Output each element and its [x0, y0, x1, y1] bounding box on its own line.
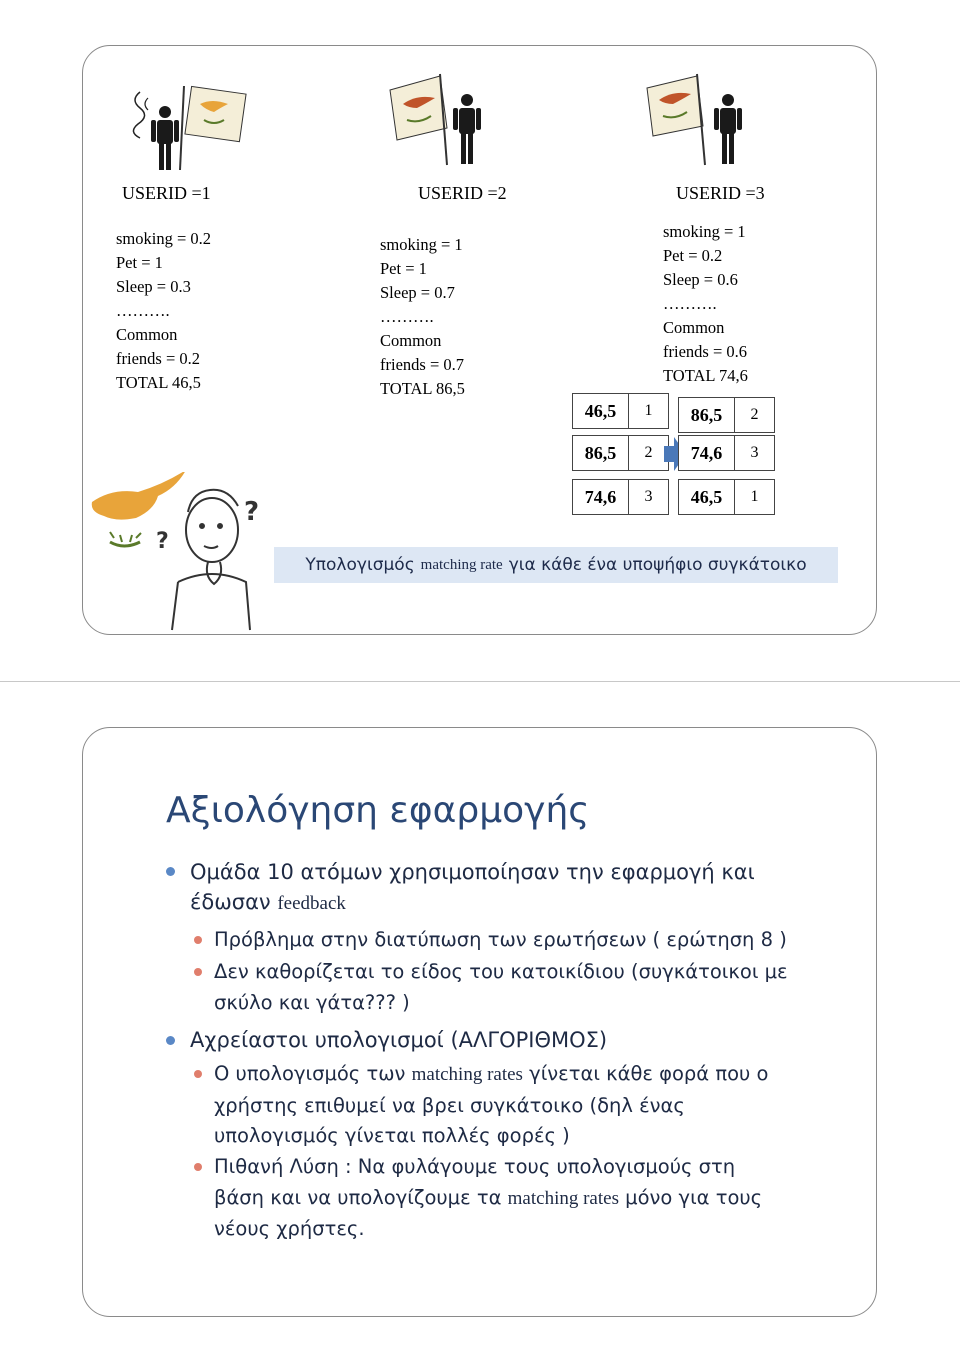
matching-rate-caption — [274, 547, 838, 583]
unsorted-row: 46,5 1 — [572, 393, 669, 429]
caption-part: matching rate — [420, 556, 503, 573]
bullet-dot — [166, 867, 175, 876]
bullet-feedback: Ομάδα 10 ατόμων χρησιμοποίησαν την εφαρμογή και έδωσαν feedback — [190, 860, 755, 914]
sorted-row: 86,5 2 — [678, 397, 775, 433]
user1-illustration — [118, 80, 248, 175]
cyprus-flag-icon — [647, 74, 705, 165]
sub-bullet-pet-type: Δεν καθορίζεται το είδος του κατοικίδιου (συγκάτοικοι με σκύλο και γάτα??? ) — [214, 960, 788, 1014]
sub-bullet-dot — [194, 936, 202, 944]
svg-text:?: ? — [156, 529, 169, 554]
user1-id: USERID =1 — [122, 183, 211, 203]
cigarette-smoke-icon — [133, 92, 144, 138]
cyprus-map-icon — [92, 472, 186, 546]
bullet-unnecessary-computation: Αχρείαστοι υπολογισμοί (ΑΛΓΟΡΙΘΜΟΣ) — [190, 1028, 608, 1052]
sub-bullet-dot — [194, 1163, 202, 1171]
user2-illustration — [385, 70, 495, 170]
caption-part: για κάθε ένα υποψήφιο συγκάτοικο — [508, 555, 807, 575]
person-icon — [453, 94, 481, 164]
sorted-row: 74,6 3 — [678, 435, 775, 471]
sub-bullet-dot — [194, 968, 202, 976]
cyprus-flag-icon — [390, 74, 447, 165]
person-icon — [714, 94, 742, 164]
user2-id: USERID =2 — [418, 183, 507, 203]
thinking-person-illustration — [84, 472, 274, 632]
sorted-row: 46,5 1 — [678, 479, 775, 515]
caption-part: Υπολογισμός — [305, 555, 415, 575]
slide-title: Αξιολόγηση εφαρμογής — [166, 790, 590, 831]
page-divider — [0, 681, 960, 682]
user2-attributes: smoking = 1 Pet = 1 Sleep = 0.7 ………. Common friends = 0.7 TOTAL 86,5 — [380, 235, 465, 398]
unsorted-row: 86,5 2 — [572, 435, 669, 471]
unsorted-row: 74,6 3 — [572, 479, 669, 515]
person-icon — [151, 106, 179, 170]
thinking-person-icon — [172, 490, 250, 630]
sub-bullet-dot — [194, 1070, 202, 1078]
bullet-dot — [166, 1036, 175, 1045]
user1-attributes: smoking = 0.2 Pet = 1 Sleep = 0.3 ………. Common friends = 0.2 TOTAL 46,5 — [116, 229, 212, 392]
cyprus-flag-icon — [180, 86, 246, 170]
sub-bullet-recompute: Ο υπολογισμός των matching rates γίνεται κάθε φορά που ο χρήστης επιθυμεί να βρει συγκάτοικο (δηλ ένας υπολογισμός γίνεται πολλές φορές ) — [214, 1062, 769, 1147]
user3-id: USERID =3 — [676, 183, 765, 203]
user3-illustration — [645, 70, 755, 170]
user3-attributes: smoking = 1 Pet = 0.2 Sleep = 0.6 ………. Common friends = 0.6 TOTAL 74,6 — [663, 222, 748, 385]
sub-bullet-question-wording: Πρόβλημα στην διατύπωση των ερωτήσεων ( ερώτηση 8 ) — [214, 928, 787, 951]
svg-text:?: ? — [244, 497, 260, 527]
sub-bullet-possible-solution: Πιθανή Λύση : Να φυλάγουμε τους υπολογισμούς στη βάση και να υπολογίζουμε τα matching rates μόνο για τους νέους χρήστες. — [214, 1155, 763, 1240]
